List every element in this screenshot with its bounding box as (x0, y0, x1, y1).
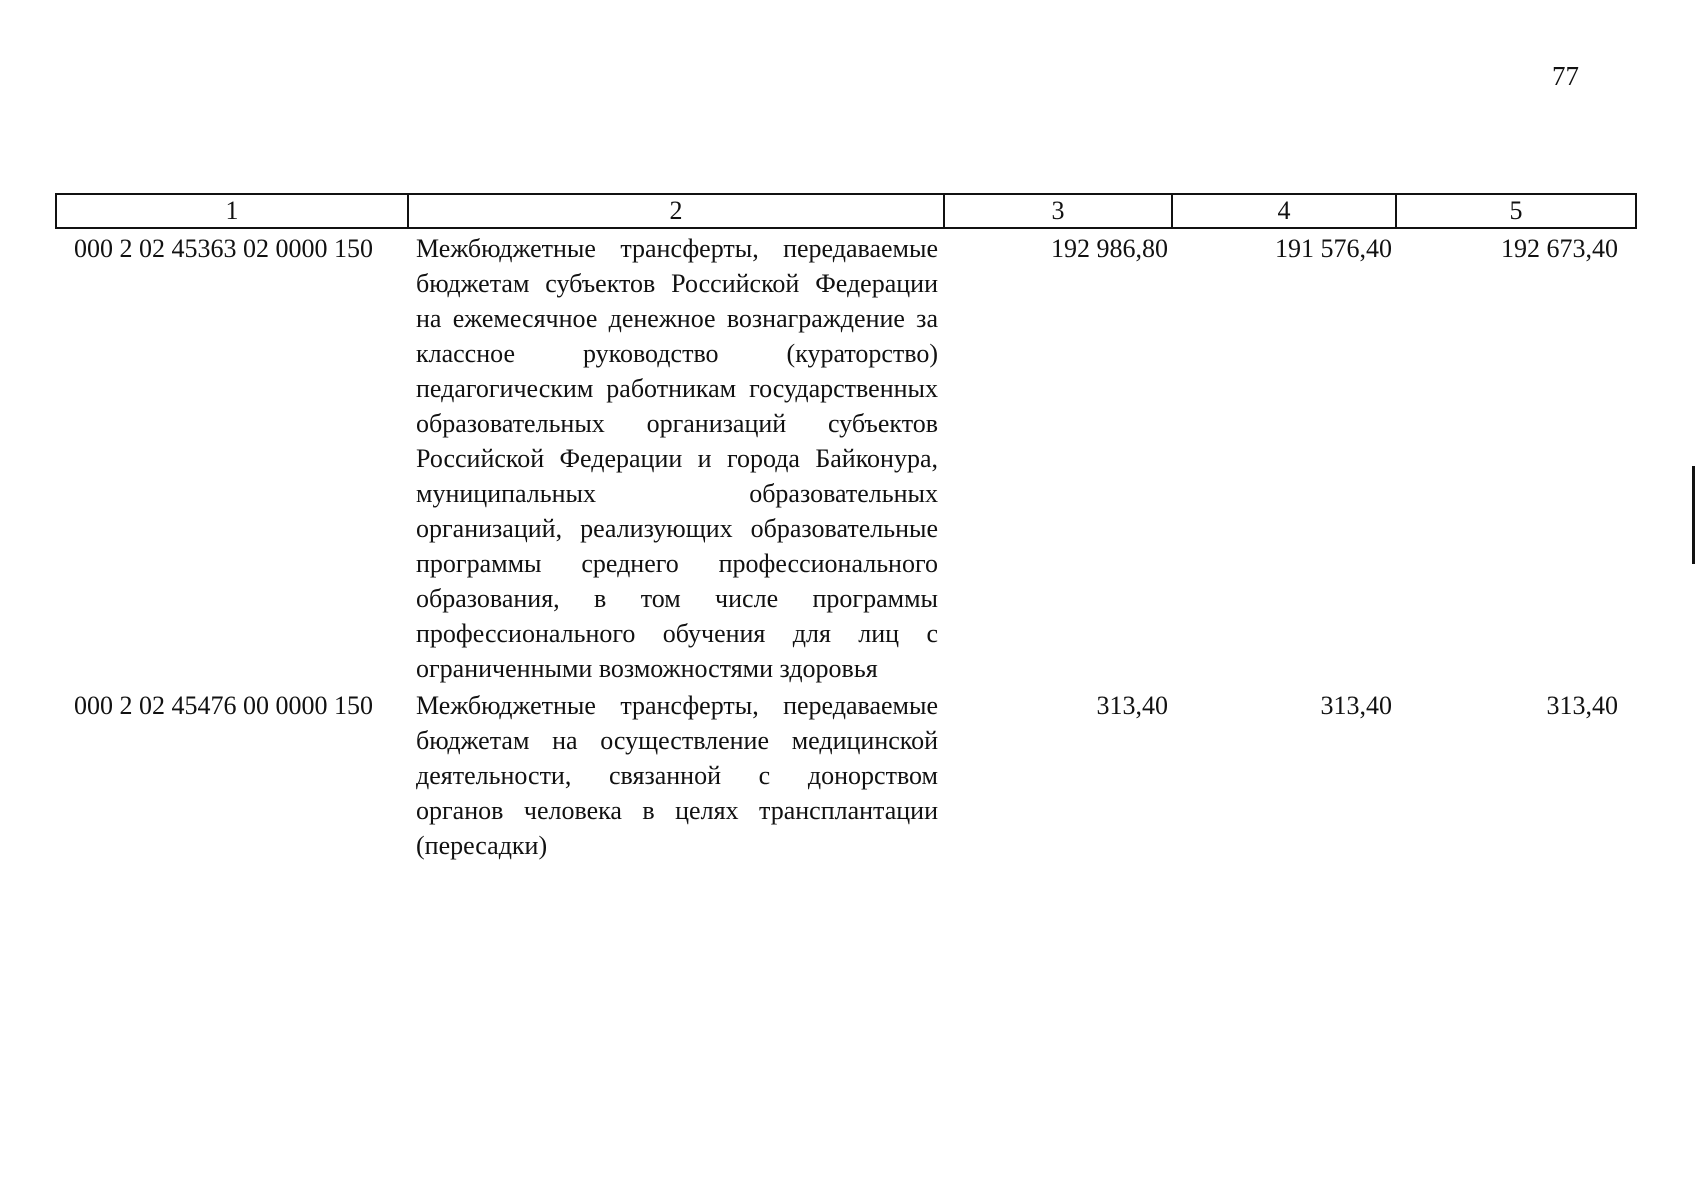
budget-table (55, 193, 1637, 863)
header-col-3: 3 (944, 194, 1172, 228)
header-row (56, 194, 1636, 228)
amount-col-5: 313,40 (1546, 691, 1618, 720)
table-row (56, 228, 1636, 686)
amount-col-4: 191 576,40 (1275, 234, 1392, 263)
scan-edge-mark (1692, 466, 1695, 564)
budget-code: 000 2 02 45476 00 0000 150 (74, 691, 373, 720)
amount-col-3: 192 986,80 (1051, 234, 1168, 263)
table-header (56, 194, 1636, 228)
budget-code: 000 2 02 45363 02 0000 150 (74, 234, 373, 263)
budget-description: Межбюджетные трансферты, передаваемые бюджетам на осуществление медицинской деятельности, связанной с донорством органов человека в целях трансплантации (пересадки) (416, 691, 938, 860)
amount-col-3: 313,40 (1096, 691, 1168, 720)
header-col-2: 2 (408, 194, 944, 228)
amount-col-4: 313,40 (1320, 691, 1392, 720)
amount-col-5: 192 673,40 (1501, 234, 1618, 263)
header-col-4: 4 (1172, 194, 1396, 228)
page-number: 77 (1552, 61, 1579, 91)
table-row (56, 686, 1636, 863)
header-col-1: 1 (56, 194, 408, 228)
budget-description: Межбюджетные трансферты, передаваемые бюджетам субъектов Российской Федерации на ежемесячное денежное вознаграждение за классное руководство (кураторство) педагогическим работникам государственных образовательных организаций субъектов Российской Федерации и города Байконура, муниципальных образовательных организаций, реализующих образовательные программы среднего профессионального образования, в том числе программы профессионального обучения для лиц с ограниченными возможностями здоровья (416, 234, 938, 683)
header-col-5: 5 (1396, 194, 1636, 228)
table-body (56, 228, 1636, 863)
